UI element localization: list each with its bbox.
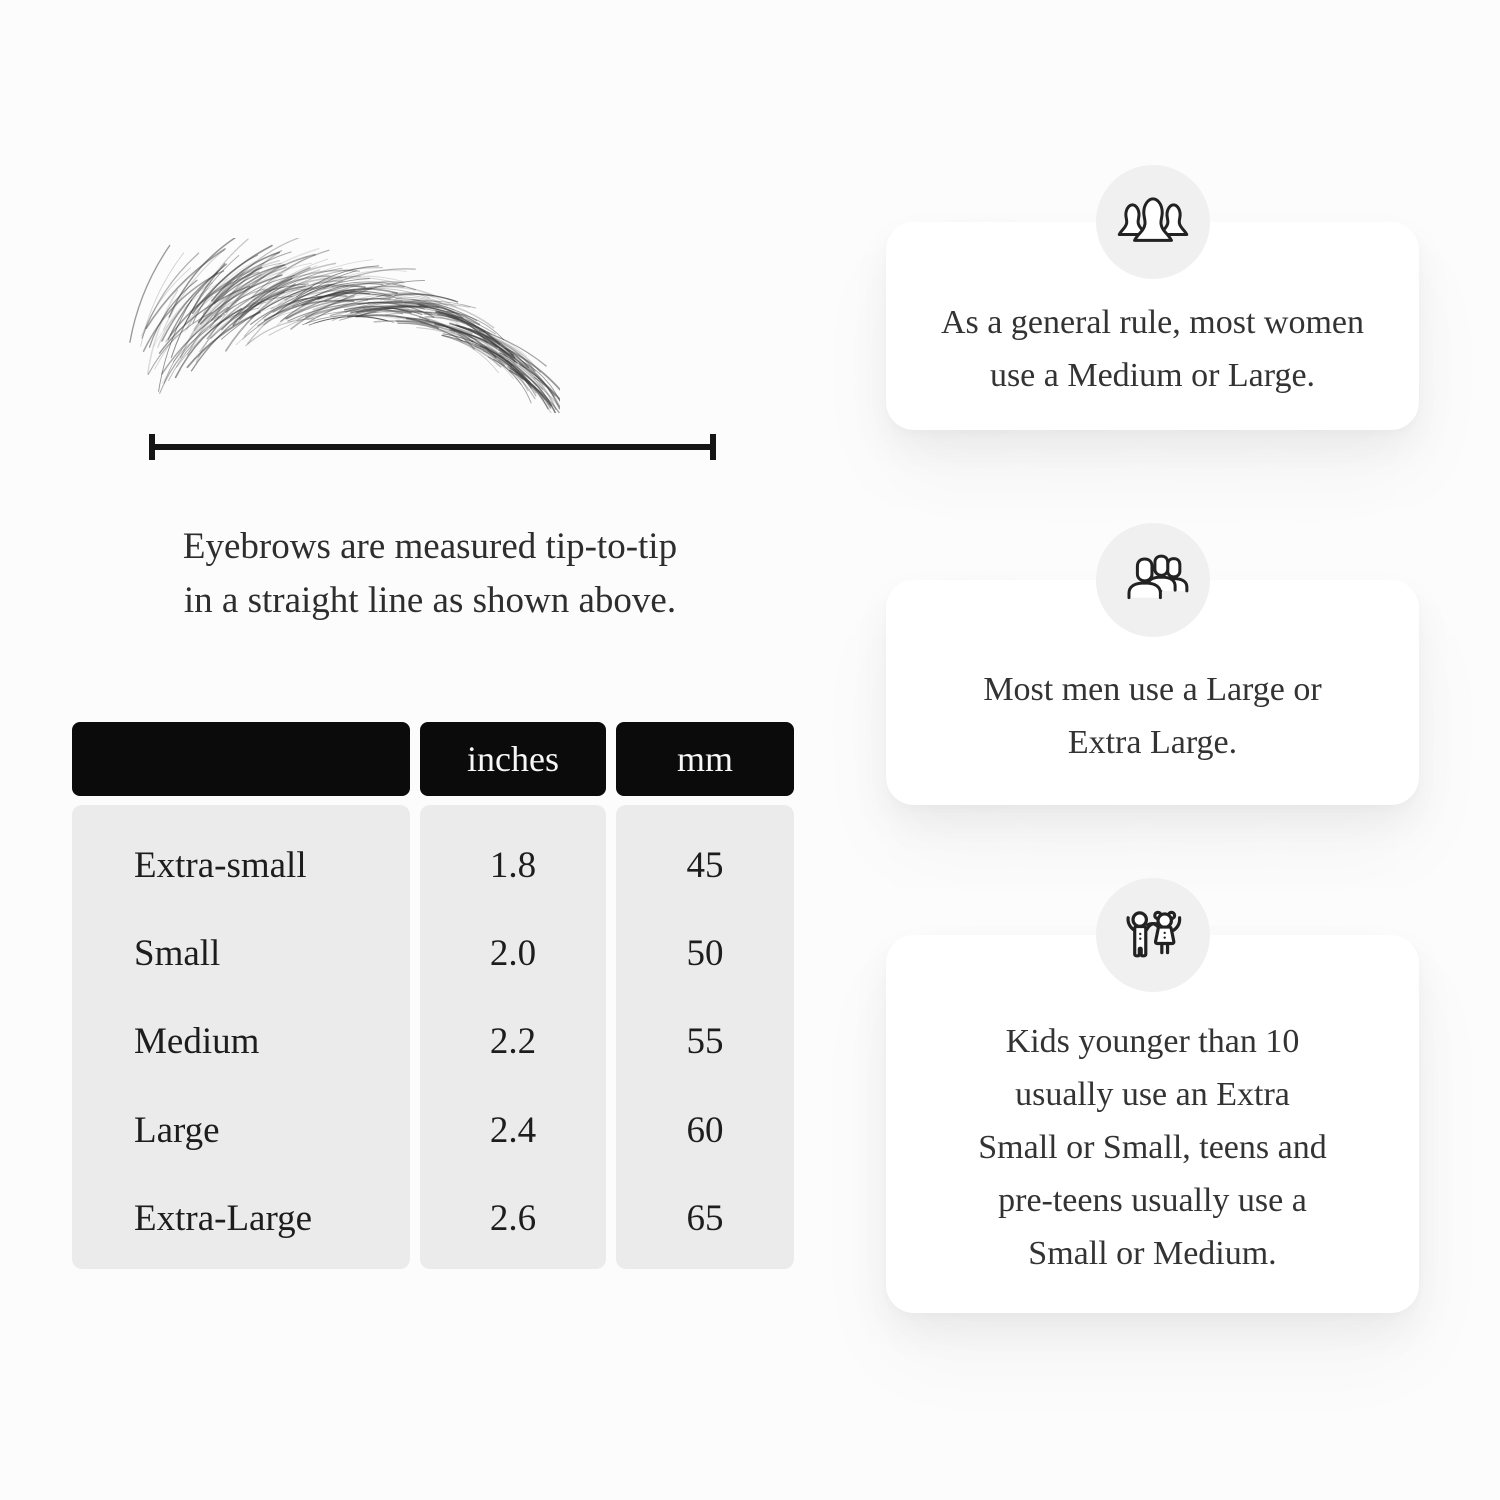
inches-value: 2.0 [489, 933, 537, 975]
inches-value: 2.2 [489, 1021, 537, 1063]
size-label: Extra-small [134, 844, 307, 886]
inches-value: 2.4 [489, 1109, 537, 1151]
measurement-line [149, 434, 716, 460]
men-group-icon [1096, 523, 1210, 637]
caption-line-1: Eyebrows are measured tip-to-tip [182, 526, 678, 567]
info-card-women [886, 222, 1419, 430]
eyebrow-illustration [100, 238, 560, 413]
measurement-line-bar [155, 444, 710, 450]
card-line: Small or Medium. [1028, 1234, 1277, 1272]
caption-line-2: in a straight line as shown above. [183, 580, 677, 621]
card-line: use a Medium or Large. [989, 357, 1316, 394]
size-name-column [72, 805, 410, 1269]
size-table [72, 722, 794, 1269]
inches-value: 1.8 [489, 844, 537, 886]
card-text-men [983, 617, 1321, 769]
mm-value: 60 [686, 1109, 724, 1151]
measurement-caption [95, 520, 765, 628]
card-line: As a general rule, most women [941, 304, 1364, 341]
mm-value: 55 [686, 1021, 724, 1063]
card-line: Kids younger than 10 [1005, 1022, 1300, 1060]
card-line: pre-teens usually use a [998, 1181, 1307, 1219]
header-cell-mm: mm [616, 722, 794, 796]
card-text-kids [978, 969, 1326, 1280]
women-group-icon [1096, 165, 1210, 279]
card-line: Extra Large. [1067, 723, 1238, 761]
info-card-men [886, 580, 1419, 805]
children-icon [1096, 878, 1210, 992]
card-line: Most men use a Large or [983, 670, 1322, 708]
header-cell-blank [72, 722, 410, 796]
card-line: usually use an Extra [1015, 1075, 1290, 1113]
size-label: Medium [134, 1021, 260, 1063]
card-line: Small or Small, teens and [978, 1128, 1327, 1166]
size-label: Extra-Large [134, 1198, 313, 1240]
mm-value: 65 [686, 1198, 724, 1240]
size-label: Small [134, 933, 221, 975]
inches-value: 2.6 [489, 1198, 537, 1240]
mm-value: 45 [686, 844, 724, 886]
mm-column [616, 805, 794, 1269]
info-card-kids [886, 935, 1419, 1313]
header-cell-inches: inches [420, 722, 606, 796]
mm-value: 50 [686, 933, 724, 975]
inches-column [420, 805, 606, 1269]
size-label: Large [134, 1109, 220, 1151]
